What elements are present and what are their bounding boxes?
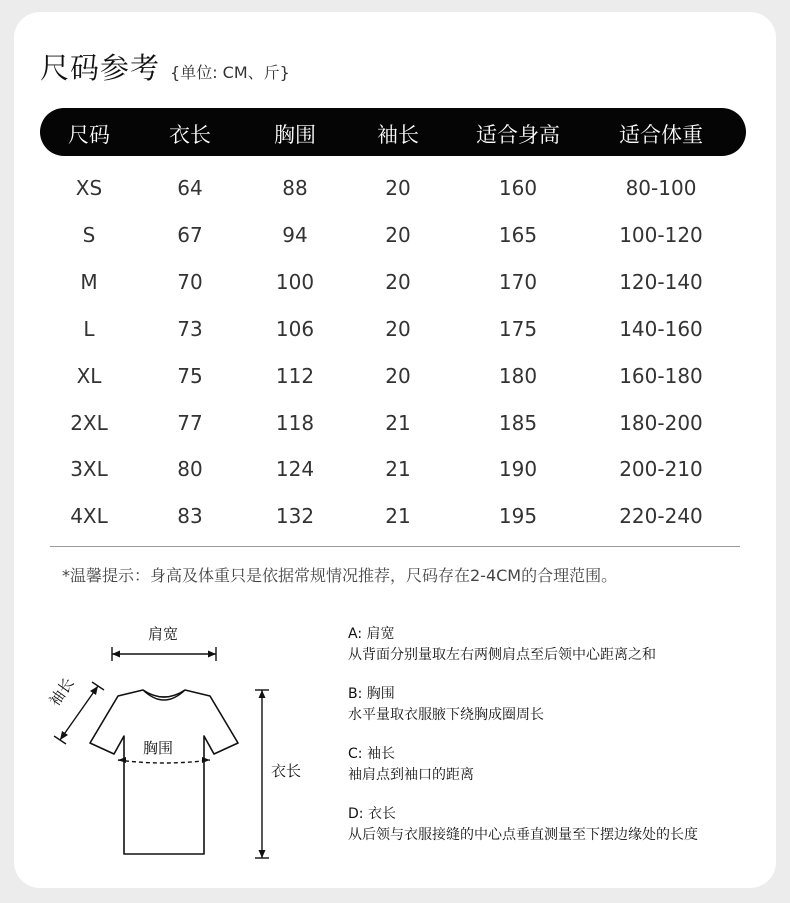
table-cell-size: M: [80, 269, 98, 294]
note-title: B: 胸围: [348, 686, 395, 702]
table-cell-sleeve: 20: [385, 363, 411, 388]
note-title: A: 肩宽: [348, 626, 395, 642]
table-cell-length: 77: [177, 410, 203, 435]
table-cell-weight: 220-240: [619, 504, 703, 529]
header-size: 尺码: [68, 123, 110, 147]
note-title: C: 袖长: [348, 746, 395, 762]
table-cell-sleeve: 21: [385, 410, 411, 435]
note-desc: 从背面分别量取左右两侧肩点至后领中心距离之和: [348, 647, 656, 663]
table-cell-height: 160: [498, 176, 538, 200]
table-cell-sleeve: 20: [385, 269, 411, 294]
page-title: 尺码参考: [40, 51, 161, 85]
table-cell-size: 2XL: [70, 410, 108, 435]
table-cell-size: S: [82, 222, 96, 247]
table-cell-sleeve: 20: [385, 316, 411, 341]
table-cell-weight: 180-200: [619, 410, 703, 435]
table-cell-size: 3XL: [70, 457, 108, 482]
table-cell-size: XL: [76, 363, 102, 388]
table-cell-length: 70: [177, 269, 203, 294]
header-height: 适合身高: [476, 123, 560, 147]
table-cell-height: 190: [498, 457, 538, 482]
table-cell-chest: 124: [275, 457, 315, 482]
table-cell-length: 64: [177, 176, 203, 200]
table-cell-size: 4XL: [70, 504, 108, 529]
measurement-notes: [348, 624, 758, 864]
table-cell-length: 75: [177, 363, 203, 388]
table-cell-height: 175: [498, 316, 538, 341]
chest-label: 胸围: [143, 739, 174, 757]
table-cell-weight: 200-210: [619, 457, 703, 482]
table-cell-length: 80: [177, 457, 203, 482]
shoulder-label: 肩宽: [148, 625, 179, 643]
table-cell-height: 170: [498, 269, 538, 294]
note-shoulder: [348, 624, 758, 666]
header-weight: 适合体重: [619, 123, 703, 147]
table-cell-chest: 132: [275, 504, 315, 529]
header-sleeve: 袖长: [377, 123, 419, 147]
table-cell-length: 73: [177, 316, 203, 341]
table-cell-weight: 80-100: [625, 176, 697, 200]
table-cell-weight: 120-140: [619, 269, 703, 294]
table-cell-sleeve: 20: [385, 222, 411, 247]
table-cell-height: 165: [498, 222, 538, 247]
note-title: D: 衣长: [348, 806, 396, 822]
table-cell-weight: 100-120: [619, 222, 703, 247]
table-cell-chest: 94: [282, 222, 308, 247]
table-cell-height: 180: [498, 363, 538, 388]
note-sleeve: [348, 744, 758, 786]
length-label: 衣长: [271, 762, 302, 780]
tip-text: *温馨提示：身高及体重只是依据常规情况推荐，尺码存在2-4CM的合理范围。: [62, 566, 618, 585]
note-length: [348, 804, 758, 846]
table-cell-chest: 118: [275, 410, 315, 435]
table-cell-weight: 160-180: [619, 363, 703, 388]
table-cell-length: 67: [177, 222, 203, 247]
table-cell-length: 83: [177, 504, 203, 529]
table-cell-sleeve: 21: [385, 457, 411, 482]
table-cell-weight: 140-160: [619, 316, 703, 341]
table-cell-sleeve: 21: [385, 504, 411, 529]
unit-note: {单位: CM、斤}: [170, 63, 290, 82]
table-cell-size: XS: [75, 176, 103, 200]
tshirt-illustration: [40, 610, 340, 875]
table-cell-chest: 106: [275, 316, 315, 341]
header-chest: 胸围: [274, 123, 316, 147]
table-cell-chest: 88: [282, 176, 308, 200]
header-length: 衣长: [169, 123, 211, 147]
table-cell-sleeve: 20: [385, 176, 411, 200]
table-cell-chest: 100: [275, 269, 315, 294]
sleeve-label: 袖长: [45, 674, 78, 710]
note-desc: 水平量取衣服腋下绕胸成圈周长: [348, 707, 544, 723]
table-header: [40, 108, 746, 156]
divider: [50, 546, 740, 547]
table-cell-chest: 112: [275, 363, 315, 388]
title-row: [40, 46, 290, 87]
note-chest: [348, 684, 758, 726]
table-cell-size: L: [83, 316, 95, 341]
table-cell-height: 195: [498, 504, 538, 529]
note-desc: 袖肩点到袖口的距离: [348, 767, 474, 783]
tshirt-diagram: [40, 610, 340, 875]
table-cell-height: 185: [498, 410, 538, 435]
note-desc: 从后领与衣服接缝的中心点垂直测量至下摆边缘处的长度: [348, 827, 698, 843]
